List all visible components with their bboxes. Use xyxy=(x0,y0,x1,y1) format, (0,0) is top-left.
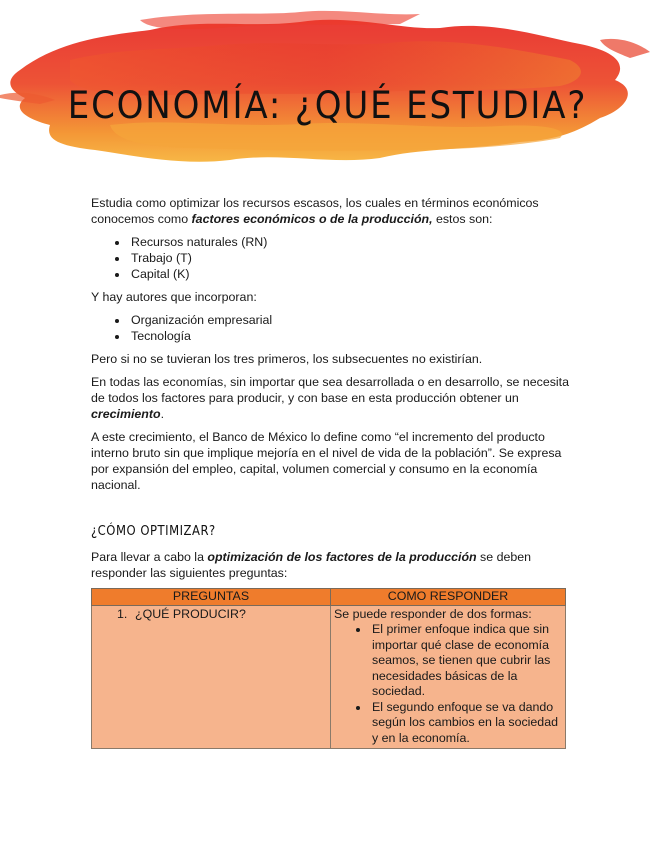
section-title: ¿CÓMO OPTIMIZAR? xyxy=(91,523,216,539)
authors-intro: Y hay autores que incorporan: xyxy=(91,290,257,304)
list-item: • El segundo enfoque se va dando según los cambios en la sociedad y en la economía. xyxy=(370,700,562,747)
growth-paragraph: En todas las economías, sin importar que sea desarrollada o en desarrollo, se necesita de todos los factores para producir, y con base en esta producción obtener un crecimiento. xyxy=(91,375,569,421)
intro-paragraph: Estudia como optimizar los recursos escasos, los cuales en términos económicos conocemos como factores económicos o de la producción, estos son: xyxy=(91,196,539,226)
answer-intro: Se puede responder de dos formas: xyxy=(334,606,532,621)
watercolor-banner xyxy=(0,0,655,180)
question-number: 1. xyxy=(117,606,128,621)
note-paragraph: Pero si no se tuvieran los tres primeros, los subsecuentes no existirían. xyxy=(91,352,483,366)
list-item: • Organización empresarial xyxy=(129,312,571,328)
table-header-answers: COMO RESPONDER xyxy=(331,589,566,606)
list-item: • Capital (K) xyxy=(129,266,571,282)
question-cell xyxy=(92,605,331,749)
answer-list xyxy=(334,622,562,746)
section-intro: Para llevar a cabo la optimización de los factores de la producción se deben responder las siguientes preguntas: xyxy=(91,550,532,580)
question-text: ¿QUÉ PRODUCIR? xyxy=(135,606,246,621)
extra-factors-list xyxy=(91,312,571,344)
banxico-paragraph: A este crecimiento, el Banco de México lo define como “el incremento del producto interno bruto sin que implique mejoría en el nivel de vida de la población”. Se expresa por expansión del empleo, capital, volumen comercial y consumo en la economía nacional. xyxy=(91,430,562,492)
questions-table xyxy=(91,588,566,749)
factors-list xyxy=(91,234,571,282)
table-row xyxy=(92,605,566,749)
page-title: ECONOMÍA: ¿QUÉ ESTUDIA? xyxy=(67,84,588,127)
main-content xyxy=(91,195,571,749)
growth-emphasis: crecimiento xyxy=(91,407,161,421)
list-item: • Tecnología xyxy=(129,328,571,344)
answer-cell xyxy=(331,605,566,749)
list-item: • Recursos naturales (RN) xyxy=(129,234,571,250)
table-header-questions: PREGUNTAS xyxy=(92,589,331,606)
list-item: • Trabajo (T) xyxy=(129,250,571,266)
list-item: • El primer enfoque indica que sin importar qué clase de economía seamos, se tienen que cubrir las necesidades básicas de la sociedad. xyxy=(370,622,562,700)
intro-emphasis: factores económicos o de la producción, xyxy=(191,212,433,226)
section-emphasis: optimización de los factores de la producción xyxy=(207,550,477,564)
